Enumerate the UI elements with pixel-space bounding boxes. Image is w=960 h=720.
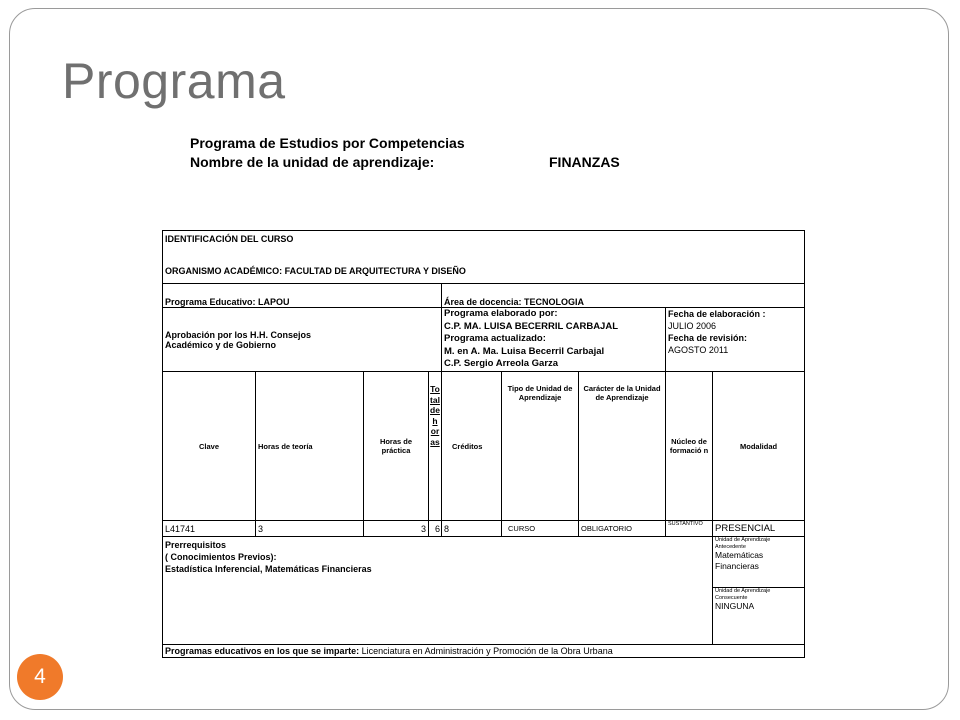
program-educativo: Programa Educativo: LAPOU xyxy=(163,284,442,308)
val-horas-teoria: 3 xyxy=(256,521,364,537)
course-identification-table xyxy=(162,230,805,658)
course-name: FINANZAS xyxy=(549,154,620,170)
updated-name1: M. en A. Ma. Luisa Becerril Carbajal xyxy=(444,345,605,357)
col-horas-practica: Horas de práctica xyxy=(364,372,429,521)
elaborated-name: C.P. MA. LUISA BECERRIL CARBAJAL xyxy=(444,320,619,332)
programs-value: Licenciatura en Administración y Promoción de la Obra Urbana xyxy=(359,646,613,656)
approval-line2: Académico y de Gobierno xyxy=(165,339,277,350)
dates-cell xyxy=(666,308,805,372)
header-line2-label: Nombre de la unidad de aprendizaje: xyxy=(190,154,435,170)
antecedente-value: Matemáticas Financieras xyxy=(715,550,764,571)
updated-label: Programa actualizado: xyxy=(444,333,546,344)
col-total-horas: Totaldehoras xyxy=(429,372,442,521)
prereq-sub: ( Conocimientos Previos): xyxy=(165,552,277,562)
fecha-elab-value: JULIO 2006 xyxy=(668,321,717,331)
elaborated-label: Programa elaborado por: xyxy=(444,308,558,319)
consecuente-value: NINGUNA xyxy=(715,601,755,611)
area-docencia: Área de docencia: TECNOLOGIA xyxy=(442,284,805,308)
val-horas-practica: 3 xyxy=(364,521,429,537)
prereq-list: Estadística Inferencial, Matemáticas Financieras xyxy=(165,564,372,574)
col-horas-teoria: Horas de teoría xyxy=(256,372,364,521)
col-modalidad: Modalidad xyxy=(713,372,805,521)
antecedente-cell xyxy=(713,537,805,588)
organism-label: ORGANISMO ACADÉMICO: FACULTAD DE ARQUITECTURA Y DISEÑO xyxy=(165,266,466,276)
fecha-rev-label: Fecha de revisión: xyxy=(668,333,748,343)
col-nucleo: Núcleo de formació n xyxy=(666,372,713,521)
val-clave: L41741 xyxy=(163,521,256,537)
consecuente-cell xyxy=(713,588,805,645)
val-tipo: CURSO xyxy=(502,521,579,537)
col-caracter-unidad: Carácter de la Unidad de Aprendizaje xyxy=(579,372,666,521)
val-modalidad: PRESENCIAL xyxy=(713,521,805,537)
approval-cell xyxy=(163,308,442,372)
identification-title: IDENTIFICACIÓN DEL CURSO xyxy=(165,234,294,244)
fecha-rev-value: AGOSTO 2011 xyxy=(668,345,729,355)
program-header xyxy=(190,134,620,172)
prereq-title: Prerrequisitos xyxy=(165,540,227,550)
fecha-elab-label: Fecha de elaboración : xyxy=(668,309,766,319)
identification-cell xyxy=(163,231,805,284)
col-clave: Clave xyxy=(163,372,256,521)
header-line1: Programa de Estudios por Competencias xyxy=(190,135,465,151)
col-creditos: Créditos xyxy=(442,372,502,521)
authors-cell xyxy=(442,308,666,372)
val-creditos: 8 xyxy=(442,521,502,537)
programs-row xyxy=(163,645,805,658)
val-caracter: OBLIGATORIO xyxy=(579,521,666,537)
page-number-badge: 4 xyxy=(17,654,63,700)
consecuente-label: Unidad de Aprendizaje Consecuente xyxy=(715,588,771,601)
prereq-cell xyxy=(163,537,713,645)
val-nucleo: SUSTANTIVO xyxy=(666,521,713,537)
col-tipo-unidad: Tipo de Unidad de Aprendizaje xyxy=(502,372,579,521)
slide-title: Programa xyxy=(62,53,286,109)
val-total-horas: 6 xyxy=(429,521,442,537)
approval-line1: Aprobación por los H.H. Consejos xyxy=(165,329,312,340)
programs-label: Programas educativos en los que se imparte: xyxy=(165,646,360,656)
antecedente-label: Unidad de Aprendizaje Antecedente xyxy=(715,537,771,550)
updated-name2: C.P. Sergio Arreola Garza xyxy=(444,358,559,369)
